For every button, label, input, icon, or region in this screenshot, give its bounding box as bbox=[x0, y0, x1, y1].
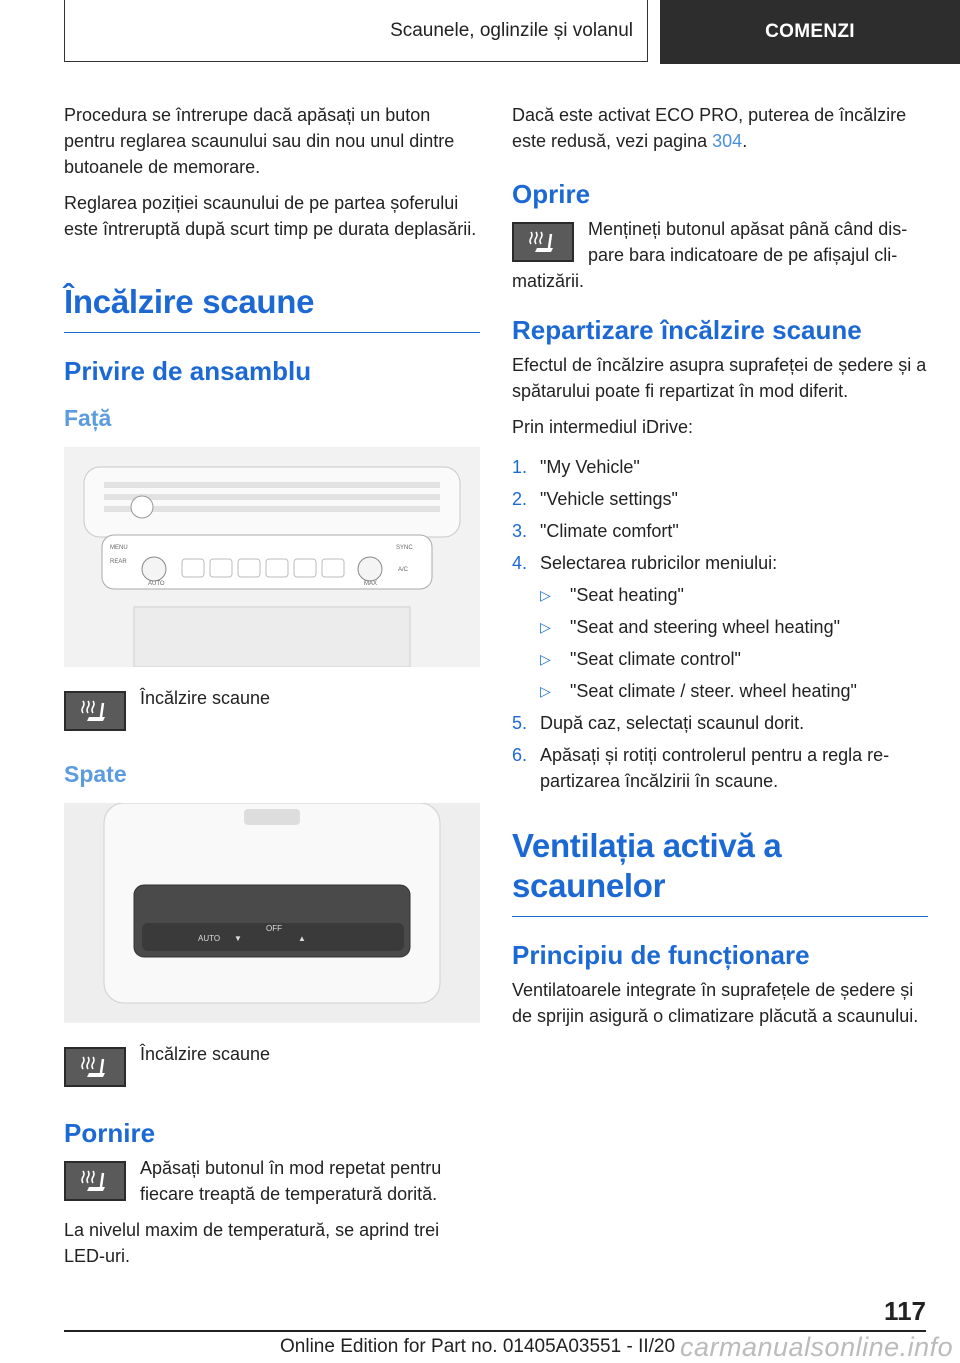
start-row bbox=[64, 1155, 480, 1207]
front-heading: Față bbox=[64, 405, 112, 431]
distribution-heading: Repartizare încălzire scaune bbox=[512, 315, 862, 345]
sub-list-item: ▷ "Seat climate / steer. wheel heating" bbox=[540, 678, 928, 704]
intro-paragraph-2: Reglarea poziției scaunului de pe partea șoferului este întreruptă după scurt timp pe durata deplasării. bbox=[64, 193, 477, 239]
seat-heating-icon bbox=[512, 222, 574, 262]
list-item: 5. După caz, selectați scaunul dorit. bbox=[512, 713, 805, 733]
stop-row bbox=[512, 216, 928, 294]
triangle-bullet-icon: ▷ bbox=[540, 587, 551, 603]
idrive-steps-list bbox=[512, 454, 928, 794]
stop-heading: Oprire bbox=[512, 179, 591, 209]
sub-list-item: ▷ "Seat heating" bbox=[540, 582, 928, 608]
triangle-bullet-icon: ▷ bbox=[540, 651, 551, 667]
rear-seat-heating-caption: Încălzire scaune bbox=[140, 1044, 271, 1064]
rear-console-illustration bbox=[64, 803, 480, 1023]
photo-label-rear-auto: AUTO bbox=[198, 934, 221, 943]
page-link-304[interactable]: 304 bbox=[712, 131, 743, 151]
photo-label-max: MAX bbox=[364, 581, 378, 587]
triangle-bullet-icon: ▷ bbox=[540, 619, 551, 635]
list-item: 6. Apăsați și rotiți controlerul pentru a regla repartizarea încălzirii în scaune. bbox=[512, 745, 890, 791]
rear-heading: Spate bbox=[64, 761, 127, 787]
principle-heading: Principiu de funcționare bbox=[512, 940, 810, 970]
seat-heating-icon bbox=[64, 1047, 126, 1087]
list-item: 3. "Climate comfort" bbox=[512, 521, 679, 541]
start-heading: Pornire bbox=[64, 1118, 156, 1148]
photo-label-ac: A/C bbox=[398, 567, 409, 573]
list-item: 1. "My Vehicle" bbox=[512, 457, 640, 477]
photo-label-menu: MENU bbox=[110, 545, 128, 551]
intro-paragraph-1: Procedura se întrerupe dacă apăsați un buton pentru reglarea scaunului sau din nou unul dintre butoanele de memorare. bbox=[64, 105, 455, 177]
photo-label-sync: SYNC bbox=[396, 545, 413, 551]
sub-list-item: ▷ "Seat and steering wheel heating" bbox=[540, 614, 928, 640]
principle-paragraph: Ventilatoarele integrate în suprafețele de ședere și de sprijin asigură o climatizare plăcută a scaunului. bbox=[512, 980, 919, 1026]
list-item: 4. Selectarea rubricilor meniului: ▷ "Seat heating" ▷ "Seat and steering wheel heating" ▷ "Seat climate control" ▷ "Seat climate / steer. wheel heating" bbox=[512, 550, 928, 704]
distribution-paragraph-1: Efectul de încălzire asupra suprafeței de ședere și a spătarului poate fi repartizat în mod diferit. bbox=[512, 355, 927, 401]
front-seat-heating-row bbox=[64, 685, 480, 737]
rear-seat-heating-row bbox=[64, 1041, 480, 1093]
start-paragraph-1: Apăsați butonul în mod repetat pentru fiecare treaptă de temperatură dorită. bbox=[140, 1158, 442, 1204]
list-item: 2. "Vehicle settings" bbox=[512, 489, 678, 509]
overview-heading: Privire de ansamblu bbox=[64, 356, 312, 386]
stop-paragraph: Mențineți butonul apăsat până când dispare bara indicatoare de pe afișajul climatizării. bbox=[512, 219, 908, 291]
svg-text:▼: ▼ bbox=[234, 934, 242, 943]
menu-options-list bbox=[540, 582, 928, 704]
photo-label-rear: REAR bbox=[110, 559, 127, 565]
sub-list-item: ▷ "Seat climate control" bbox=[540, 646, 928, 672]
start-paragraph-2: La nivelul maxim de temperatură, se aprind trei LED-uri. bbox=[64, 1220, 440, 1266]
seat-heating-icon bbox=[64, 691, 126, 731]
svg-text:▲: ▲ bbox=[298, 934, 306, 943]
front-console-illustration bbox=[64, 447, 480, 667]
eco-pro-paragraph: Dacă este activat ECO PRO, puterea de încălzire este redusă, vezi pagina 304. bbox=[512, 105, 907, 151]
seat-heating-icon bbox=[64, 1161, 126, 1201]
edition-footer: Online Edition for Part no. 01405A03551 - II/20 bbox=[280, 1336, 676, 1357]
watermark: carmanualsonline.info bbox=[680, 1332, 954, 1362]
page-header bbox=[64, 0, 960, 64]
front-console-photo bbox=[64, 447, 480, 667]
rear-console-photo bbox=[64, 803, 480, 1023]
page-number: 117 bbox=[884, 1296, 926, 1326]
photo-label-rear-off: OFF bbox=[266, 924, 282, 933]
ventilation-heading: Ventilația activă a scaunelor bbox=[512, 826, 928, 917]
section-title: Scaunele, oglinzile și volanul bbox=[64, 0, 648, 62]
front-seat-heating-caption: Încălzire scaune bbox=[140, 688, 271, 708]
photo-label-auto: AUTO bbox=[148, 581, 165, 587]
left-column bbox=[64, 102, 480, 1279]
distribution-paragraph-2: Prin intermediul iDrive: bbox=[512, 417, 694, 437]
right-column bbox=[512, 102, 928, 1039]
chapter-tab[interactable]: COMENZI bbox=[660, 0, 960, 64]
triangle-bullet-icon: ▷ bbox=[540, 683, 551, 699]
seat-heating-heading: Încălzire scaune bbox=[64, 282, 480, 333]
